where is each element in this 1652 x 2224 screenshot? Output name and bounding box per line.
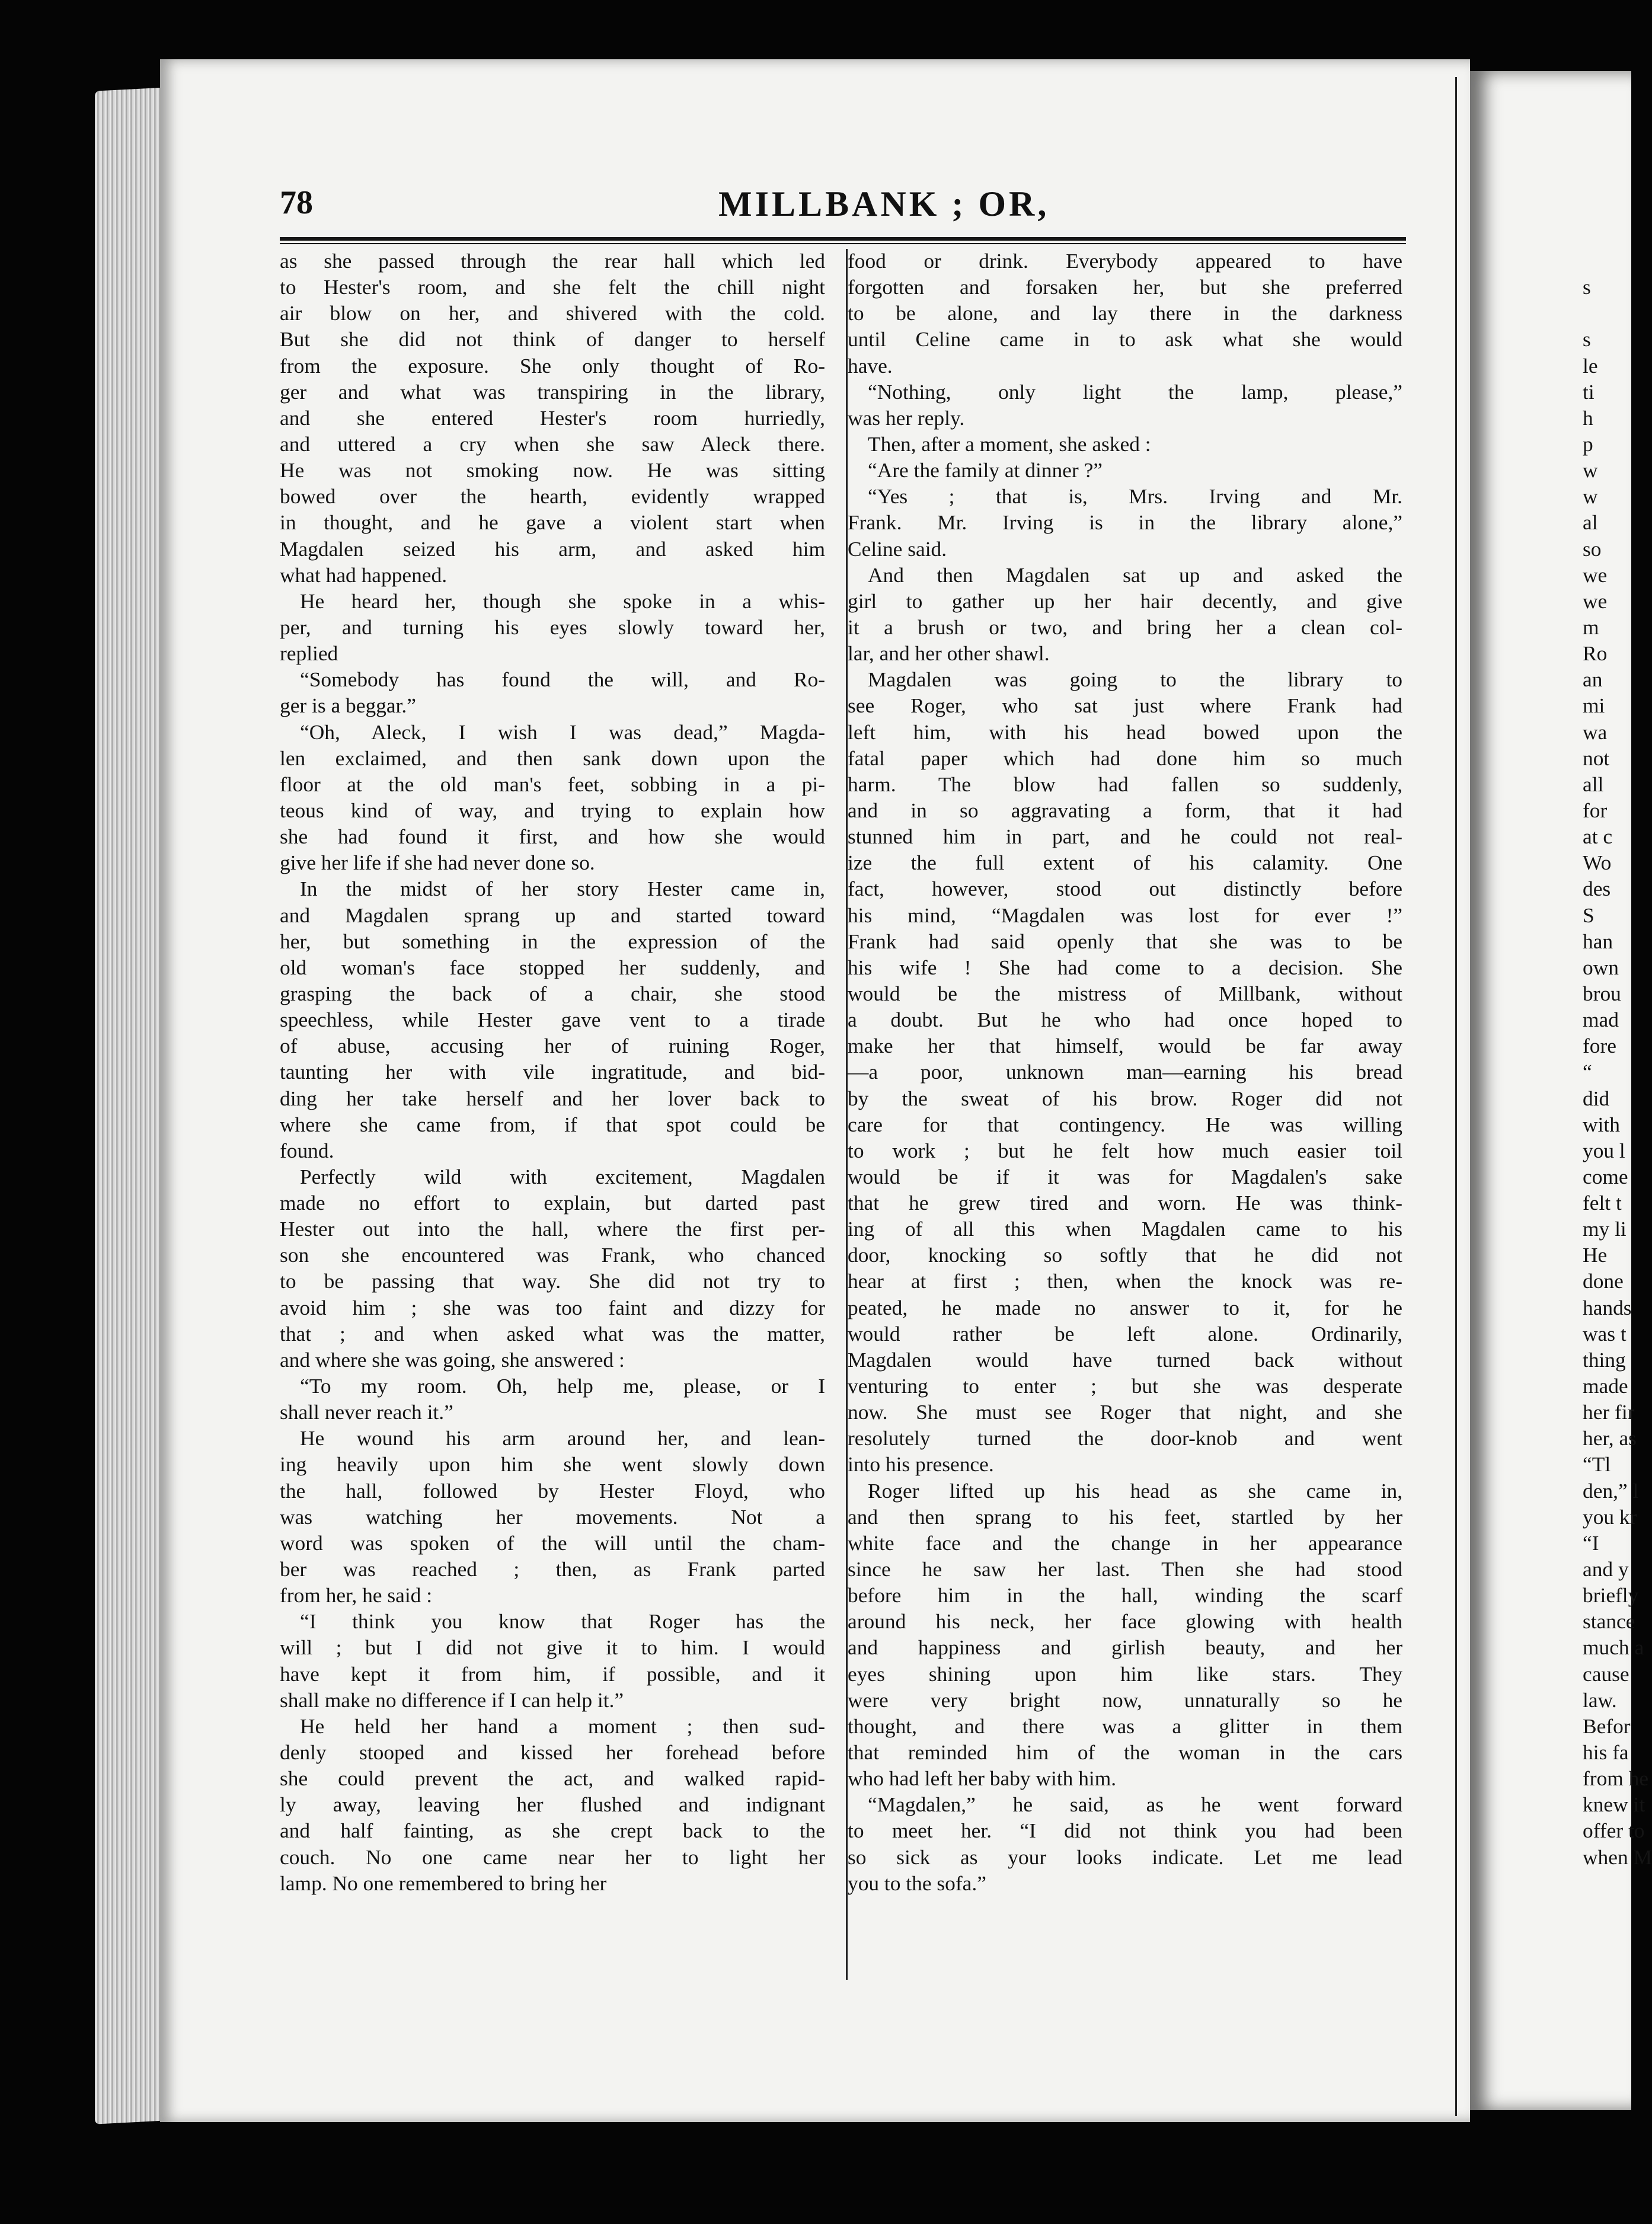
fragment-line: done xyxy=(1583,1269,1624,1293)
paragraph xyxy=(280,719,825,876)
text-line: resolutely turned the door-knob and went xyxy=(848,1426,1402,1450)
text-line: that he grew tired and worn. He was think- xyxy=(848,1191,1402,1215)
text-line: Frank had said openly that she was to be xyxy=(848,929,1402,953)
text-line: But she did not think of danger to herself xyxy=(280,327,825,352)
fragment-line: le xyxy=(1583,353,1598,378)
left-text-column xyxy=(280,248,825,1896)
paragraph xyxy=(848,431,1402,457)
fragment-line: m xyxy=(1583,615,1599,639)
text-line: would be the mistress of Millbank, without xyxy=(848,981,1402,1005)
text-line: And then Magdalen sat up and asked the xyxy=(868,563,1402,587)
text-line: that ; and when asked what was the matter, xyxy=(280,1321,825,1346)
page-number: 78 xyxy=(280,184,313,221)
gutter-shadow xyxy=(1455,77,1457,2116)
fragment-line: at c xyxy=(1583,825,1613,849)
text-line: old woman's face stopped her suddenly, and xyxy=(280,955,825,979)
text-line: fact, however, stood out distinctly before xyxy=(848,877,1402,901)
text-line: Magdalen was going to the library to xyxy=(868,667,1402,692)
text-line: and uttered a cry when she saw Aleck there. xyxy=(280,432,825,456)
text-line: shall make no difference if I can help it.” xyxy=(280,1688,624,1712)
fragment-line: thing xyxy=(1583,1347,1626,1372)
fragment-line: own xyxy=(1583,955,1619,979)
text-line: shall never reach it.” xyxy=(280,1400,453,1424)
text-line: from the exposure. She only thought of Ro- xyxy=(280,353,825,378)
fragment-line: with xyxy=(1583,1112,1620,1136)
fragment-line: all xyxy=(1583,772,1604,796)
fragment-line: an xyxy=(1583,667,1603,692)
fragment-line: Wo xyxy=(1583,851,1612,875)
text-line: He wound his arm around her, and lean- xyxy=(300,1426,825,1450)
paragraph xyxy=(848,1478,1402,1792)
text-line: ing heavily upon him she went slowly down xyxy=(280,1452,825,1477)
text-line: He heard her, though she spoke in a whis- xyxy=(300,589,825,613)
fragment-line: Befor xyxy=(1583,1714,1631,1738)
fragment-line: my li xyxy=(1583,1217,1627,1241)
fragment-line: was t xyxy=(1583,1321,1627,1346)
paragraph xyxy=(280,248,825,588)
fragment-line: al xyxy=(1583,510,1598,535)
fragment-line: w xyxy=(1583,484,1598,509)
text-line: before him in the hall, winding the scarf xyxy=(848,1583,1402,1608)
text-line: ger and what was transpiring in the library, xyxy=(280,379,825,404)
paragraph xyxy=(848,483,1402,561)
text-line: a doubt. But he who had once hoped to xyxy=(848,1008,1402,1032)
text-line: thought, and there was a glitter in them xyxy=(848,1714,1402,1738)
text-line: to be passing that way. She did not try to xyxy=(280,1269,825,1293)
fragment-line: his fa xyxy=(1583,1740,1629,1765)
text-line: would be if it was for Magdalen's sake xyxy=(848,1164,1402,1188)
text-line: white face and the change in her appearance xyxy=(848,1530,1402,1555)
text-line: He held her hand a moment ; then sud- xyxy=(300,1714,825,1738)
fragment-line: w xyxy=(1583,458,1598,482)
text-line: was her reply. xyxy=(848,405,965,430)
header-rule-thick xyxy=(280,237,1406,241)
fragment-line: He xyxy=(1583,1243,1608,1267)
text-line: his mind, “Magdalen was lost for ever !” xyxy=(848,903,1402,927)
fragment-line: S xyxy=(1583,903,1595,927)
text-line: will ; but I did not give it to him. I would xyxy=(280,1635,825,1660)
fragment-line: so xyxy=(1583,536,1602,561)
text-line: ger is a beggar.” xyxy=(280,694,416,718)
text-line: per, and turning his eyes slowly toward her, xyxy=(280,615,825,639)
text-line: ber was reached ; then, as Frank parted xyxy=(280,1557,825,1581)
paragraph xyxy=(848,562,1402,667)
fragment-line: her, as xyxy=(1583,1426,1637,1450)
fragment-line: cause xyxy=(1583,1661,1629,1686)
text-line: Magdalen seized his arm, and asked him xyxy=(280,536,825,561)
fragment-line: her fir xyxy=(1583,1400,1635,1424)
text-line: were very bright now, unnaturally so he xyxy=(848,1688,1402,1712)
fragment-line xyxy=(1583,248,1652,274)
paragraph xyxy=(280,666,825,718)
fragment-line: brou xyxy=(1583,981,1621,1005)
fragment-line: come xyxy=(1583,1164,1628,1188)
text-line: Celine said. xyxy=(848,536,947,561)
text-line: “Magdalen,” he said, as he went forward xyxy=(868,1792,1402,1817)
paragraph xyxy=(848,666,1402,1477)
text-line: bowed over the hearth, evidently wrapped xyxy=(280,484,825,509)
paragraph xyxy=(280,1425,825,1608)
text-line: “Oh, Aleck, I wish I was dead,” Magda- xyxy=(300,720,825,744)
paragraph xyxy=(280,1373,825,1425)
text-line: would rather be left alone. Ordinarily, xyxy=(848,1321,1402,1346)
text-line: as she passed through the rear hall which led xyxy=(280,249,825,273)
text-line: ing of all this when Magdalen came to his xyxy=(848,1217,1402,1241)
text-line: and Magdalen sprang up and started toward xyxy=(280,903,825,927)
fragment-line: we xyxy=(1583,589,1608,613)
text-line: and then sprang to his feet, startled by her xyxy=(848,1504,1402,1529)
text-line: in thought, and he gave a violent start when xyxy=(280,510,825,535)
text-line: replied xyxy=(280,641,338,666)
text-line: to Hester's room, and she felt the chill night xyxy=(280,275,825,299)
text-line: Perfectly wild with excitement, Magdalen xyxy=(300,1164,825,1188)
text-line: until Celine came in to ask what she would xyxy=(848,327,1402,352)
text-line: Then, after a moment, she asked : xyxy=(868,432,1151,456)
text-line: of abuse, accusing her of ruining Roger, xyxy=(280,1034,825,1058)
text-line: see Roger, who sat just where Frank had xyxy=(848,694,1402,718)
text-line: who had left her baby with him. xyxy=(848,1766,1117,1791)
text-line: denly stooped and kissed her forehead before xyxy=(280,1740,825,1765)
text-line: was watching her movements. Not a xyxy=(280,1504,825,1529)
text-line: what had happened. xyxy=(280,563,448,587)
text-line: she had found it first, and how she would xyxy=(280,825,825,849)
middle-text-column xyxy=(848,248,1402,1896)
fragment-line: s xyxy=(1583,327,1591,352)
text-line: hear at first ; then, when the knock was re- xyxy=(848,1269,1402,1293)
fragment-line: made xyxy=(1583,1374,1628,1398)
text-line: around his neck, her face glowing with health xyxy=(848,1609,1402,1634)
header-rule-thin xyxy=(280,243,1406,244)
paragraph xyxy=(280,875,825,1164)
fragment-line: s xyxy=(1583,275,1591,299)
text-line: avoid him ; she was too faint and dizzy for xyxy=(280,1295,825,1319)
text-line: taunting her with vile ingratitude, and bid- xyxy=(280,1060,825,1084)
text-line: word was spoken of the will until the cham- xyxy=(280,1530,825,1555)
text-line: Magdalen would have turned back without xyxy=(848,1347,1402,1372)
fragment-line: knew it xyxy=(1583,1792,1645,1817)
fragment-line: offer to xyxy=(1583,1819,1645,1843)
text-line: his wife ! She had come to a decision. She xyxy=(848,955,1402,979)
text-line: have kept it from him, if possible, and it xyxy=(280,1661,825,1686)
fragment-line: for xyxy=(1583,798,1608,822)
text-line: found. xyxy=(280,1138,334,1162)
text-line: ly away, leaving her flushed and indignant xyxy=(280,1792,825,1817)
text-line: left him, with his head bowed upon the xyxy=(848,720,1402,744)
text-line: and she entered Hester's room hurriedly, xyxy=(280,405,825,430)
fragment-line: fore xyxy=(1583,1034,1616,1058)
fragment-line: felt t xyxy=(1583,1191,1622,1215)
fragment-line: you kr xyxy=(1583,1504,1637,1529)
text-line: and half fainting, as she crept back to the xyxy=(280,1819,825,1843)
fragment-line: stance xyxy=(1583,1609,1635,1634)
text-line: teous kind of way, and trying to explain how xyxy=(280,798,825,822)
text-line: care for that contingency. He was willing xyxy=(848,1112,1402,1136)
text-line: lamp. No one remembered to bring her xyxy=(280,1871,607,1895)
text-line: where she came from, if that spot could be xyxy=(280,1112,825,1136)
text-line: grasping the back of a chair, she stood xyxy=(280,981,825,1005)
text-line: floor at the old man's feet, sobbing in a pi- xyxy=(280,772,825,796)
fragment-line: mi xyxy=(1583,694,1605,718)
text-line: In the midst of her story Hester came in, xyxy=(300,877,825,901)
paragraph xyxy=(848,457,1402,483)
text-line: lar, and her other shawl. xyxy=(848,641,1050,666)
text-line: peated, he made no answer to it, for he xyxy=(848,1295,1402,1319)
text-line: son she encountered was Frank, who chanced xyxy=(280,1243,825,1267)
text-line: make her that himself, would be far away xyxy=(848,1034,1402,1058)
fragment-line: p xyxy=(1583,432,1593,456)
fragment-line: “Tl xyxy=(1583,1452,1611,1477)
text-line: len exclaimed, and then sank down upon the xyxy=(280,746,825,770)
fragment-line: hands xyxy=(1583,1295,1632,1319)
right-page-text-fragments xyxy=(1583,248,1652,1870)
fragment-line: ti xyxy=(1583,379,1595,404)
text-line: into his presence. xyxy=(848,1452,994,1477)
text-line: to meet her. “I did not think you had been xyxy=(848,1819,1402,1843)
text-line: ding her take herself and her lover back to xyxy=(280,1086,825,1110)
text-line: and where she was going, she answered : xyxy=(280,1347,625,1372)
fragment-line: den,” l xyxy=(1583,1478,1639,1503)
fragment-line: Ro xyxy=(1583,641,1608,666)
fragment-line: “ xyxy=(1583,1060,1592,1084)
text-line: stunned him in part, and he could not real- xyxy=(848,825,1402,849)
text-line: —a poor, unknown man—earning his bread xyxy=(848,1060,1402,1084)
paragraph xyxy=(280,588,825,666)
text-line: “Somebody has found the will, and Ro- xyxy=(300,667,825,692)
text-line: eyes shining upon him like stars. They xyxy=(848,1661,1402,1686)
text-line: venturing to enter ; but she was desperate xyxy=(848,1374,1402,1398)
fragment-line: we xyxy=(1583,563,1608,587)
text-line: He was not smoking now. He was sitting xyxy=(280,458,825,482)
text-line: “To my room. Oh, help me, please, or I xyxy=(300,1374,825,1398)
text-line: door, knocking so softly that he did not xyxy=(848,1243,1402,1267)
paragraph xyxy=(848,379,1402,431)
fragment-line: law. xyxy=(1583,1688,1617,1712)
text-line: food or drink. Everybody appeared to have xyxy=(848,249,1402,273)
text-line: the hall, followed by Hester Floyd, who xyxy=(280,1478,825,1503)
text-line: forgotten and forsaken her, but she preferred xyxy=(848,275,1402,299)
fragment-line: did xyxy=(1583,1086,1610,1110)
text-line: that reminded him of the woman in the cars xyxy=(848,1740,1402,1765)
paragraph xyxy=(280,1713,825,1896)
text-line: from her, he said : xyxy=(280,1583,433,1608)
paragraph xyxy=(280,1164,825,1373)
paragraph xyxy=(848,248,1402,379)
text-line: Frank. Mr. Irving is in the library alone,” xyxy=(848,510,1402,535)
text-line: now. She must see Roger that night, and she xyxy=(848,1400,1402,1424)
text-line: fatal paper which had done him so much xyxy=(848,746,1402,770)
text-line: to work ; but he felt how much easier toil xyxy=(848,1138,1402,1162)
fragment-line: not xyxy=(1583,746,1610,770)
fragment-line: much a xyxy=(1583,1635,1644,1660)
text-line: Roger lifted up his head as she came in, xyxy=(868,1478,1402,1503)
text-line: have. xyxy=(848,353,893,378)
text-line: and in so aggravating a form, that it had xyxy=(848,798,1402,822)
fragment-line: h xyxy=(1583,405,1593,430)
text-line: “Are the family at dinner ?” xyxy=(868,458,1103,482)
text-line: “I think you know that Roger has the xyxy=(300,1609,825,1634)
fragment-line: when M xyxy=(1583,1845,1652,1869)
text-line: couch. No one came near her to light her xyxy=(280,1845,825,1869)
text-line: give her life if she had never done so. xyxy=(280,851,595,875)
paragraph xyxy=(848,1791,1402,1896)
text-line: so sick as your looks indicate. Let me lead xyxy=(848,1845,1402,1869)
text-line: it a brush or two, and bring her a clean col- xyxy=(848,615,1402,639)
text-line: she could prevent the act, and walked rapid- xyxy=(280,1766,825,1791)
text-line: “Nothing, only light the lamp, please,” xyxy=(868,379,1402,404)
paragraph xyxy=(280,1608,825,1713)
text-line: Hester out into the hall, where the first per- xyxy=(280,1217,825,1241)
fragment-line: briefly xyxy=(1583,1583,1639,1608)
fragment-line: you l xyxy=(1583,1138,1625,1162)
text-line: by the sweat of his brow. Roger did not xyxy=(848,1086,1402,1110)
text-line: speechless, while Hester gave vent to a tirade xyxy=(280,1008,825,1032)
text-line: made no effort to explain, but darted past xyxy=(280,1191,825,1215)
fragment-line: han xyxy=(1583,929,1613,953)
text-line: to be alone, and lay there in the darkness xyxy=(848,301,1402,325)
fragment-line: “I xyxy=(1583,1530,1599,1555)
text-line: ize the full extent of his calamity. One xyxy=(848,851,1402,875)
text-line: air blow on her, and shivered with the cold. xyxy=(280,301,825,325)
fragment-line: wa xyxy=(1583,720,1608,744)
text-line: harm. The blow had fallen so suddenly, xyxy=(848,772,1402,796)
text-line: you to the sofa.” xyxy=(848,1871,986,1895)
fragment-line: mad xyxy=(1583,1008,1619,1032)
text-line: since he saw her last. Then she had stood xyxy=(848,1557,1402,1581)
running-head xyxy=(280,184,1406,237)
fragment-line: and y xyxy=(1583,1557,1629,1581)
text-line: and happiness and girlish beauty, and her xyxy=(848,1635,1402,1660)
fragment-line: from he xyxy=(1583,1766,1649,1791)
text-line: her, but something in the expression of the xyxy=(280,929,825,953)
fragment-line: des xyxy=(1583,877,1611,901)
fragment-line xyxy=(1583,300,1652,326)
text-line: girl to gather up her hair decently, and give xyxy=(848,589,1402,613)
text-line: “Yes ; that is, Mrs. Irving and Mr. xyxy=(868,484,1402,509)
running-title: MILLBANK ; OR, xyxy=(718,184,1050,223)
